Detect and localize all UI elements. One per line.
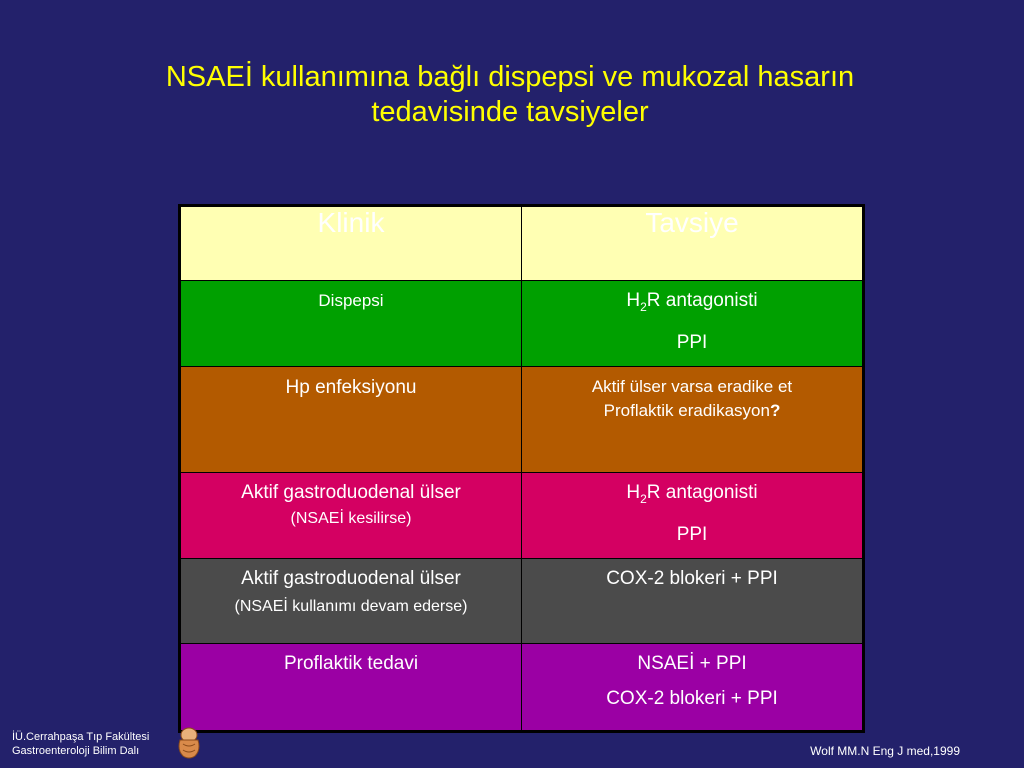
klinik-text: Proflaktik tedavi xyxy=(283,653,419,674)
klinik-cell xyxy=(180,473,522,559)
klinik-text: Aktif gastroduodenal ülser xyxy=(241,482,461,503)
tavsiye-text: PPI xyxy=(676,331,708,353)
tavsiye-text: Proflaktik eradikasyon? xyxy=(603,401,781,420)
title-line-2: tedavisinde tavsiyeler xyxy=(371,96,649,128)
slide-title xyxy=(60,60,960,130)
klinik-text: Hp enfeksiyonu xyxy=(285,377,417,398)
klinik-text: Aktif gastroduodenal ülser xyxy=(241,568,461,589)
tavsiye-text: NSAEİ + PPI xyxy=(637,653,747,674)
tavsiye-text: $H_2R$ antagonisti xyxy=(626,290,758,314)
klinik-cell xyxy=(180,644,522,732)
tavsiye-text: Aktif ülser varsa eradike et xyxy=(591,377,793,396)
tavsiye-text: PPI xyxy=(676,523,708,545)
klinik-subtext: (NSAEİ kullanımı devam ederse) xyxy=(234,598,468,615)
table-row xyxy=(180,559,864,644)
tavsiye-cell xyxy=(522,281,864,367)
recommendations-table xyxy=(178,204,865,733)
klinik-cell xyxy=(180,281,522,367)
header-tavsiye: Tavsiye xyxy=(522,206,864,281)
tavsiye-cell xyxy=(522,644,864,732)
stomach-icon xyxy=(174,726,204,765)
table-row xyxy=(180,473,864,559)
title-line-1: NSAEİ kullanımına bağlı dispepsi ve mukozal hasarın xyxy=(165,61,855,93)
klinik-subtext: (NSAEİ kesilirse) xyxy=(290,510,412,527)
header-klinik: Klinik xyxy=(180,206,522,281)
table-header-row xyxy=(180,206,864,281)
institution-line-2: Gastroenteroloji Bilim Dalı xyxy=(12,745,140,757)
klinik-cell xyxy=(180,367,522,473)
tavsiye-cell xyxy=(522,367,864,473)
tavsiye-text: $H_2R$ antagonisti xyxy=(626,482,758,506)
tavsiye-text: COX-2 blokeri + PPI xyxy=(606,568,778,589)
citation: Wolf MM.N Eng J med,1999 xyxy=(810,744,960,758)
table-row xyxy=(180,367,864,473)
tavsiye-cell xyxy=(522,473,864,559)
klinik-text: Dispepsi xyxy=(318,291,384,310)
table-row xyxy=(180,281,864,367)
institution-label xyxy=(12,730,149,758)
klinik-cell xyxy=(180,559,522,644)
table-row xyxy=(180,644,864,732)
institution-line-1: İÜ.Cerrahpaşa Tıp Fakültesi xyxy=(12,731,150,743)
tavsiye-text: COX-2 blokeri + PPI xyxy=(606,688,778,709)
tavsiye-cell xyxy=(522,559,864,644)
